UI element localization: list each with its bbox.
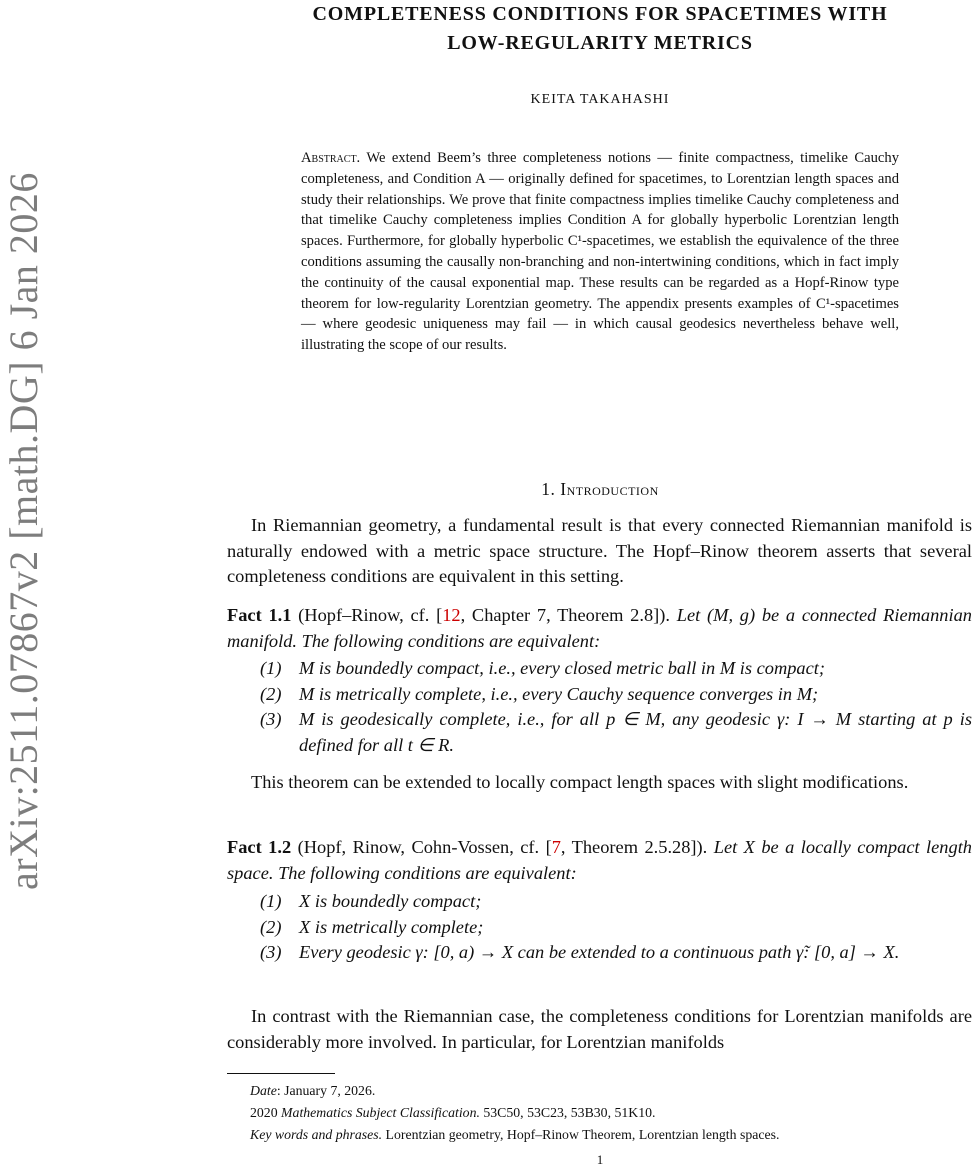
item-text: M is geodesically complete, i.e., for all p ∈ M, any geodesic γ: I → M starting at p is defined for all t ∈ R.	[299, 709, 972, 755]
item-number: (3)	[260, 709, 282, 729]
footnote-divider	[227, 1073, 335, 1074]
fact-1-2-list	[260, 889, 972, 966]
abstract-label: Abstract.	[301, 150, 361, 166]
list-item	[260, 915, 972, 941]
citation-link[interactable]: 12	[442, 605, 461, 625]
intro-paragraph-2: This theorem can be extended to locally compact length spaces with slight modifications.	[251, 772, 909, 792]
intro-paragraph-3: In contrast with the Riemannian case, the completeness conditions for Lorentzian manifolds are considerably more involved. In particular, for Lorentzian manifolds	[227, 1006, 972, 1052]
item-text: Every geodesic γ: [0, a) → X can be extended to a continuous path γ̃: [0, a] → X.	[299, 942, 900, 962]
footnote-date	[250, 1080, 974, 1102]
page-number: 1	[596, 1152, 604, 1167]
footnote-msc-label: Mathematics Subject Classification.	[281, 1105, 480, 1120]
fact-1-1-list	[260, 656, 972, 758]
footnote-keywords	[250, 1124, 974, 1146]
abstract	[301, 148, 899, 356]
fact-attribution-post: , Chapter 7, Theorem 2.8]).	[460, 605, 671, 625]
fact-1-1	[227, 603, 972, 654]
list-item	[260, 656, 972, 682]
fact-label: Fact 1.1	[227, 605, 292, 625]
footnote-msc	[250, 1102, 974, 1124]
item-number: (1)	[260, 891, 282, 911]
footnote-keywords-label: Key words and phrases.	[250, 1127, 383, 1142]
fact-1-2	[227, 835, 972, 886]
intro-paragraph-1: In Riemannian geometry, a fundamental result is that every connected Riemannian manifold is naturally endowed with a metric space structure. The Hopf–Rinow theorem asserts that several completeness conditions are equivalent in this setting.	[227, 515, 972, 586]
fact-statement: Let X be a locally compact length space. The following conditions are equivalent:	[227, 837, 972, 883]
fact-label: Fact 1.2	[227, 837, 292, 857]
arxiv-identifier-stamp: arXiv:2511.07867v2 [math.DG] 6 Jan 2026	[1, 172, 46, 890]
item-number: (2)	[260, 683, 282, 704]
title-line-1: COMPLETENESS CONDITIONS FOR SPACETIMES WITH	[312, 3, 888, 25]
title-line-2: LOW-REGULARITY METRICS	[447, 32, 753, 54]
fact-attribution-pre: (Hopf, Rinow, Cohn-Vossen, cf. [	[297, 837, 552, 857]
footnote-msc-year: 2020	[250, 1105, 282, 1120]
fact-attribution-pre: (Hopf–Rinow, cf. [	[298, 605, 443, 625]
list-item	[260, 707, 972, 758]
list-item	[260, 682, 972, 708]
item-text: M is metrically complete, i.e., every Cauchy sequence converges in M;	[299, 683, 819, 704]
item-number: (1)	[260, 658, 282, 678]
item-text: X is boundedly compact;	[299, 891, 482, 911]
fact-attribution-post: , Theorem 2.5.28]).	[560, 837, 708, 857]
citation-link[interactable]: 7	[551, 837, 561, 857]
footnote-keywords-value: Lorentzian geometry, Hopf–Rinow Theorem, Lorentzian length spaces.	[382, 1127, 780, 1142]
list-item	[260, 889, 972, 915]
item-number: (3)	[260, 942, 282, 962]
footnote-date-value: : January 7, 2026.	[276, 1083, 376, 1098]
author-name: KEITA TAKAHASHI	[530, 92, 670, 107]
abstract-text: We extend Beem’s three completeness notions — finite compactness, timelike Cauchy completeness, and Condition A — originally defined for spacetimes, to Lorentzian length spaces and study their relationships. We prove that finite compactness implies timelike Cauchy completeness and that timelike Cauchy completeness implies Condition A for globally hyperbolic Lorentzian length spaces. Furthermore, for globally hyperbolic C¹-spacetimes, we establish the equivalence of the three conditions assuming the causally non-branching and non-intertwining conditions, which in fact imply the continuity of the causal exponential map. These results can be regarded as a Hopf-Rinow type theorem for low-regularity Lorentzian geometry. The appendix presents examples of C¹-spacetimes — where geodesic uniqueness may fail — in which causal geodesics nevertheless behave well, illustrating the scope of our results.	[301, 150, 899, 354]
fact-statement: Let (M, g) be a connected Riemannian manifold. The following conditions are equivalent:	[227, 605, 972, 651]
footnote-msc-codes: 53C50, 53C23, 53B30, 51K10.	[479, 1105, 656, 1120]
footnote-date-label: Date	[250, 1083, 277, 1098]
section-number: 1.	[541, 479, 556, 499]
item-text: M is boundedly compact, i.e., every closed metric ball in M is compact;	[299, 658, 826, 678]
item-number: (2)	[260, 916, 282, 937]
section-heading-introduction	[230, 479, 970, 500]
item-text: X is metrically complete;	[299, 916, 484, 937]
section-title: Introduction	[560, 479, 659, 499]
paper-title	[230, 0, 970, 58]
list-item	[260, 940, 972, 966]
